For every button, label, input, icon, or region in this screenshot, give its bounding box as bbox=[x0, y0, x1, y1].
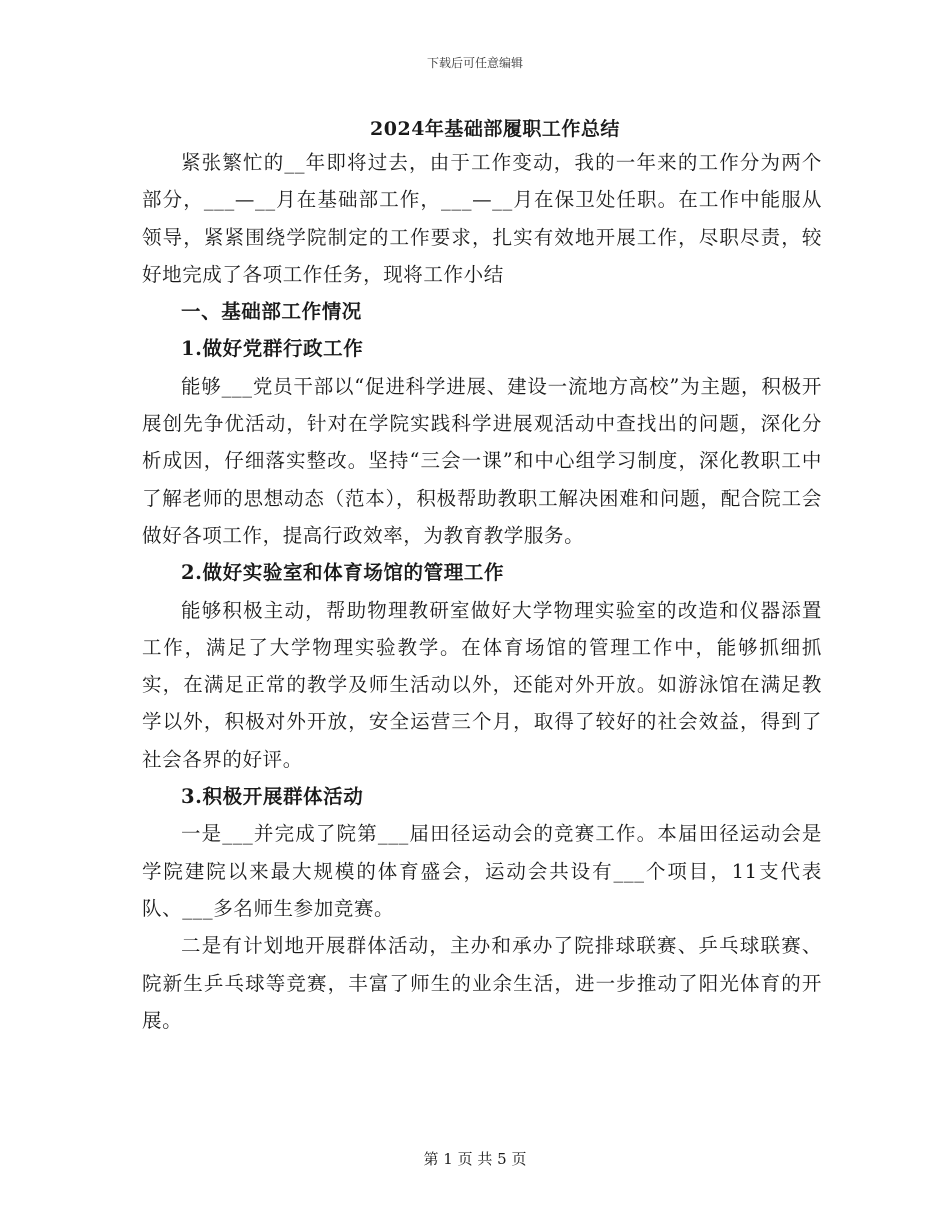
subsection-heading: 2.做好实验室和体育场馆的管理工作 bbox=[181, 561, 505, 585]
page-footer: 第 1 页 共 5 页 bbox=[423, 1150, 527, 1168]
document-title: 2024年基础部履职工作总结 bbox=[370, 118, 620, 140]
paragraph: 一是___并完成了院第___届田径运动会的竞赛工作。本届田径运动会是学院建院以来最大规模的体育盛会，运动会共设有___个项目，11支代表队、___多名师生参加竞赛。 bbox=[142, 822, 822, 920]
document-body bbox=[142, 144, 822, 1039]
section-heading: 一、基础部工作情况 bbox=[181, 300, 362, 324]
subsection-heading: 1.做好党群行政工作 bbox=[181, 337, 364, 361]
header-note: 下载后可任意编辑 bbox=[426, 56, 523, 70]
paragraph: 能够积极主动，帮助物理教研室做好大学物理实验室的改造和仪器添置工作，满足了大学物理实验教学。在体育场馆的管理工作中，能够抓细抓实，在满足正常的教学及师生活动以外，还能对外开放。如游泳馆在满足教学以外，积极对外开放，安全运营三个月，取得了较好的社会效益，得到了社会各界的好评。 bbox=[142, 598, 822, 771]
paragraph: 二是有计划地开展群体活动，主办和承办了院排球联赛、乒乓球联赛、院新生乒乓球等竞赛，丰富了师生的业余生活，进一步推动了阳光体育的开展。 bbox=[142, 934, 822, 1032]
paragraph: 能够___党员干部以“促进科学进展、建设一流地方高校”为主题，积极开展创先争优活动，针对在学院实践科学进展观活动中查找出的问题，深化分析成因，仔细落实整改。坚持“三会一课”和中心组学习制度，深化教职工中了解老师的思想动态（范本），积极帮助教职工解决困难和问题，配合院工会做好各项工作，提高行政效率，为教育教学服务。 bbox=[142, 374, 822, 547]
subsection-heading: 3.积极开展群体活动 bbox=[181, 785, 364, 809]
intro-paragraph: 紧张繁忙的__年即将过去，由于工作变动，我的一年来的工作分为两个部分，___—__月在基础部工作，___—__月在保卫处任职。在工作中能服从领导，紧紧围绕学院制定的工作要求，扎实有效地开展工作，尽职尽责，较好地完成了各项工作任务，现将工作小结 bbox=[142, 151, 822, 286]
